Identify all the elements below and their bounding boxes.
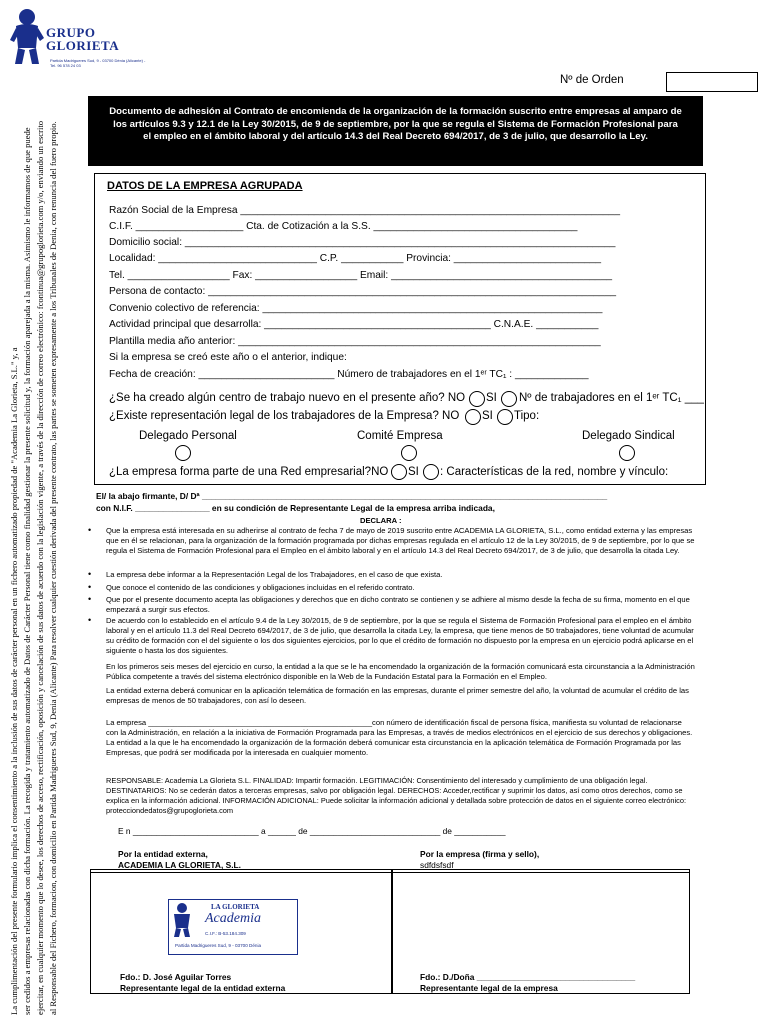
bullet-icon: • <box>88 615 92 625</box>
tel-field[interactable]: Tel. __________________ Fax: __________________ Email: _______________________________________ <box>109 270 613 281</box>
company-stamp: LA GLORIETA Academia C.I.F.: B-53.184.309 Partida Madrigueres Sud, 9 - 03700 Dénia <box>168 899 298 955</box>
actividad-field[interactable]: Actividad principal que desarrolla: ________________________________________ C.N.A.E. ___________ <box>109 319 599 330</box>
firmante-line[interactable]: El/ la abajo firmante, D/ Dª _______________________________________________________________________________________ <box>96 491 608 501</box>
paragraph-relacion-electronica[interactable]: La empresa _____________________________________________________con número de identificación fiscal de persona física, manifiesta su voluntad de relacionarse con la Administración, en relación a la iniciativa de Formación Programada para las Empresas, a través de medios electrónicos en el ejercicio de sus derechos y obligaciones. La entidad a la que le ha encomendado la organización de la formación deberá comunicar esta circunstancia en la aplicación telemática de Formación Programada por las Empresas, que podrá ser modificada por la interesada en cualquier momento. <box>106 718 693 757</box>
company-logo <box>10 6 150 78</box>
declaration-item: De acuerdo con lo establecido en el artículo 9.4 de la Ley 30/2015, de 9 de septiembre, por la que se regula el Sistema de Formación Profesional para el empleo en el ámbito laboral y en el artículo 11.3 del Real Decreto 694/2017, de 3 de julio, que desarrolla la citada Ley, la empresa, que tiene menos de 50 trabajadores, tiene voluntad de acumular su crédito de formación con el del siguiente o los dos siguientes ejercicios, por lo que el crédito de formación no dispuesto por la empresa en un ejercicio podrá aplicarse en el siguiente o hasta los dos siguientes. <box>106 616 694 655</box>
mascot-icon <box>10 6 44 66</box>
fdo-entidad-role: Representante legal de la entidad externa <box>120 983 286 993</box>
rep-delegado-personal-radio[interactable] <box>175 445 191 461</box>
stamp-mascot-icon <box>171 902 193 938</box>
plantilla-field[interactable]: Plantilla media año anterior: ________________________________________________________________ <box>109 336 601 347</box>
q1-si-label: SI <box>486 392 497 404</box>
entidad-label: Por la entidad externa, <box>118 849 208 859</box>
datos-empresa-section <box>94 173 706 485</box>
localidad-field[interactable]: Localidad: ____________________________ C.P. ___________ Provincia: __________________________ <box>109 253 602 264</box>
side-text-line: al Responsable del Fichero, formacion, con domicilio en Partida Madrigueres Sud, 9, Denia (Alicante) Para resolver cualquier cuestión derivada del presente contrato, las partes se someten expresamente a los Tribunales de Denia, con renuncia del fuero propio. <box>48 121 58 1015</box>
q2-si-label: SI <box>482 410 493 422</box>
side-text-line: La cumplimentación del presente formulario implica el consentimiento a la inclusión de sus datos de carácter personal en un fichero automatizado propiedad de "Academia La Glorieta, S.L." y, a <box>9 347 19 1015</box>
orden-field[interactable] <box>666 72 758 92</box>
q3-si-label: SI <box>408 466 419 478</box>
rep-comite-radio[interactable] <box>401 445 417 461</box>
cif-field[interactable]: C.I.F. ___________________ Cta. de Cotización a la S.S. ____________________________________ <box>109 221 578 232</box>
q3-label: ¿La empresa forma parte de una Red empresarial?NO <box>109 466 389 478</box>
q1-label: ¿Se ha creado algún centro de trabajo nuevo en el presente año? NO <box>109 392 466 404</box>
divider <box>90 872 690 873</box>
logo-text: GRUPO GLORIETA <box>46 25 120 53</box>
fdo-empresa-name[interactable]: Fdo.: D./Doña __________________________________ <box>420 972 636 982</box>
rep-delegado-sindical-label: Delegado Sindical <box>582 430 675 442</box>
paragraph-comunicacion: En los primeros seis meses del ejercicio en curso, la entidad a la que se le ha encomendado la organización de la formación comunicará esta circunstancia a la Administración Pública competente a través del sistema electrónico disponible en la Web de la Fundación Estatal para la Formación en el Empleo. <box>106 662 695 681</box>
domicilio-field[interactable]: Domicilio social: ____________________________________________________________________________ <box>109 237 616 248</box>
rep-delegado-personal-label: Delegado Personal <box>139 430 237 442</box>
logo-address: Partida Madrigueres Sud, 9 - 03700 Dénia (Alicante) - Tel. 96 578 24 03 <box>50 58 146 68</box>
lugar-fecha-line[interactable]: E n ___________________________ a ______ de ____________________________ de ___________ <box>118 826 506 836</box>
razon-social-field[interactable]: Razón Social de la Empresa ___________________________________________________________________ <box>109 205 620 216</box>
declaration-item: Que la empresa está interesada en su adherirse al contrato de fecha 7 de mayo de 2019 suscrito entre ACADEMIA LA GLORIETA, S.L., como entidad externa y las empresas que en él se relacionan, para la organización de la formación programada por dichas empresas regulada en el artículo 12 de la Ley 30/2015, de 9 de septiembre, por lo que se regula el Sistema de Formación Profesional para el Empleo en el ámbito laboral y en el artículo 14.3 del Real Decreto 694/2017, de 3 de julio, que desarrolla la citada Ley. <box>106 526 695 555</box>
bullet-icon: • <box>88 594 92 604</box>
q2-si-radio[interactable] <box>497 409 513 425</box>
q1-no-radio[interactable] <box>469 391 485 407</box>
q3-caracteristicas-label: : Características de la red, nombre y vínculo: <box>440 466 669 478</box>
nif-line[interactable]: con N.I.F. ________________ en su condición de Representante Legal de la empresa arriba indicada, <box>96 503 495 513</box>
declaration-item: La empresa debe informar a la Representación Legal de los Trabajadores, en el caso de que exista. <box>106 570 443 579</box>
orden-label: Nº de Orden <box>560 74 624 86</box>
q2-no-radio[interactable] <box>465 409 481 425</box>
bullet-icon: • <box>88 525 92 535</box>
fdo-entidad-name: Fdo.: D. José Aguilar Torres <box>120 972 232 982</box>
bullet-icon: • <box>88 569 92 579</box>
fecha-creacion-field[interactable]: Fecha de creación: ________________________ Número de trabajadores en el 1ᵉʳ TC₁ : _____________ <box>109 369 589 380</box>
declaration-item: Que por el presente documento acepta las obligaciones y derechos que en dicho contrato se contienen y se adhiere al mismo desde la fecha de su firma, momento en el que empezará a surgir sus efectos. <box>106 595 690 614</box>
rep-comite-label: Comité Empresa <box>357 430 443 442</box>
paragraph-acumulacion: La entidad externa deberá comunicar en la aplicación telemática de formación en las empresas, durante el primer semestre del año, la voluntad de acumular el crédito de las empresas de menos de 50 trabajadores, con así lo deseen. <box>106 686 689 705</box>
side-text-line: ejercitar, en cualquier momento que lo desee, los derechos de acceso, rectificación, oposición y cancelación de sus datos de acuerdo con la legislación vigente, a través de la dirección de correo electrónico: fcontinua@grupoglorieta.com y/o, enviando un escrito <box>35 120 45 1015</box>
q2-label: ¿Existe representación legal de los trabajadores de la Empresa? NO <box>109 410 460 422</box>
creacion-note: Si la empresa se creó este año o el anterior, indique: <box>109 352 347 363</box>
q3-si-radio[interactable] <box>423 464 439 480</box>
rep-delegado-sindical-radio[interactable] <box>619 445 635 461</box>
fdo-empresa-role: Representante legal de la empresa <box>420 983 558 993</box>
declara-heading: DECLARA : <box>360 516 402 525</box>
bullet-icon: • <box>88 582 92 592</box>
convenio-field[interactable]: Convenio colectivo de referencia: ____________________________________________________________ <box>109 303 603 314</box>
empresa-label: Por la empresa (firma y sello), <box>420 849 540 859</box>
side-legal-text <box>8 120 72 1015</box>
section-title: DATOS DE LA EMPRESA AGRUPADA <box>107 180 303 192</box>
contacto-field[interactable]: Persona de contacto: ________________________________________________________________________ <box>109 286 617 297</box>
q2-tipo-label: Tipo: <box>514 410 540 422</box>
side-text-line: ser cedidos a empresas relacionadas con dicha formación. La recogida y tratamiento automatizado de Datos de Carácter Personal tiene como finalidad gestionar la presente solicitud y, la formación aparejada a la misma. Asimismo le informamos de que puede <box>22 127 32 1015</box>
q1-si-radio[interactable] <box>501 391 517 407</box>
entidad-name: ACADEMIA LA GLORIETA, S.L. <box>118 860 241 870</box>
q1-num-field[interactable]: Nº de trabajadores en el 1ᵉʳ TC₁ ___ <box>519 392 704 404</box>
declaration-item: Que conoce el contenido de las condiciones y obligaciones incluidas en el referido contrato. <box>106 583 415 592</box>
rgpd-notice: RESPONSABLE: Academia La Glorieta S.L. FINALIDAD: Impartir formación. LEGITIMACIÓN: Consentimiento del interesado y cumplimiento de una obligación legal. DESTINATARIOS: No se cederán datos a terceras empresas, salvo por obligación legal. DERECHOS: Acceder,rectificar y suprimir los datos, así como otros derechos, como se explica en la información adicional. INFORMACIÓN ADICIONAL: Puede solicitar la información adicional y detallada sobre protección de datos en el siguiente correo electrónico: protecciondedatos@grupoglorieta.com <box>106 776 687 815</box>
document-header: Documento de adhesión al Contrato de encomienda de la organización de la formación suscrito entre empresas al amparo de los artículos 9.3 y 12.1 de la Ley 30/2015, de 9 de septiembre, por la que se regula el Sistema de Formación Profesional para el empleo en el ámbito laboral y del artículo 14.3 del Real Decreto 694/2017, de 3 de julio, que desarrollo la Ley. <box>88 96 703 166</box>
empresa-value[interactable]: sdfdsfsdf <box>420 860 454 870</box>
q3-no-radio[interactable] <box>391 464 407 480</box>
